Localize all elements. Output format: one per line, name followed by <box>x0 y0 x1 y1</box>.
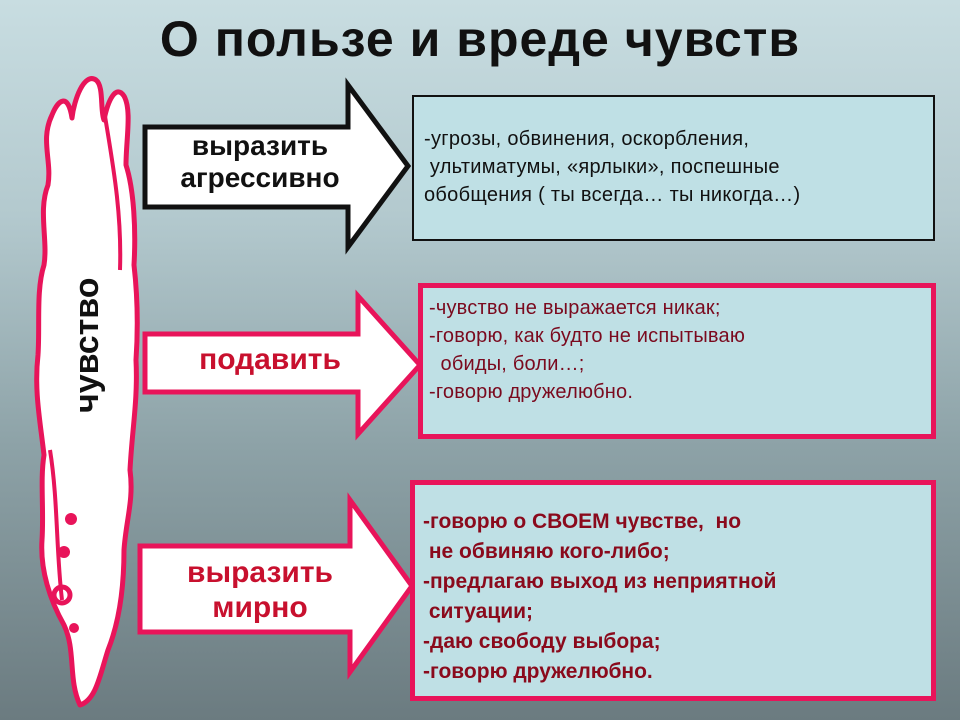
arrow-label-line: выразить <box>191 130 329 161</box>
arrow-label-line: подавить <box>199 343 341 376</box>
decor-dot <box>69 623 79 633</box>
peaceful-description-box <box>410 480 936 701</box>
description-line: не обвиняю кого-либо; <box>423 540 670 563</box>
decor-dot <box>58 546 70 558</box>
description-line: ультиматумы, «ярлыки», поспешные <box>424 156 780 178</box>
arrow-label-line: выразить <box>187 556 333 589</box>
description-line: -угрозы, обвинения, оскорбления, <box>424 128 750 150</box>
decor-dot <box>65 513 77 525</box>
arrow-label-suppress <box>170 343 370 378</box>
description-line: обобщения ( ты всегда… ты никогда…) <box>424 184 801 206</box>
description-line: -говорю, как будто не испытываю <box>429 325 746 347</box>
arrow-label-line: мирно <box>212 590 308 624</box>
arrow-label-line: агрессивно <box>180 162 340 194</box>
suppress-description-box <box>418 283 936 439</box>
description-line: -даю свободу выбора; <box>423 630 661 653</box>
description-line: -говорю о СВОЕМ чувстве, но <box>423 510 742 533</box>
aggressive-description-box <box>412 95 935 241</box>
arrow-label-peaceful <box>150 556 370 625</box>
description-line: ситуации; <box>423 600 534 623</box>
description-line: -говорю дружелюбно. <box>429 381 634 403</box>
description-line: -чувство не выражается никак; <box>429 297 721 319</box>
description-line: обиды, боли…; <box>429 353 585 375</box>
arrow-label-aggressive <box>160 130 360 194</box>
page-title: О пользе и вреде чувств <box>159 11 801 67</box>
feeling-label: чувство <box>68 277 106 413</box>
description-line: -говорю дружелюбно. <box>423 660 653 683</box>
description-line: -предлагаю выход из неприятной <box>423 570 777 593</box>
